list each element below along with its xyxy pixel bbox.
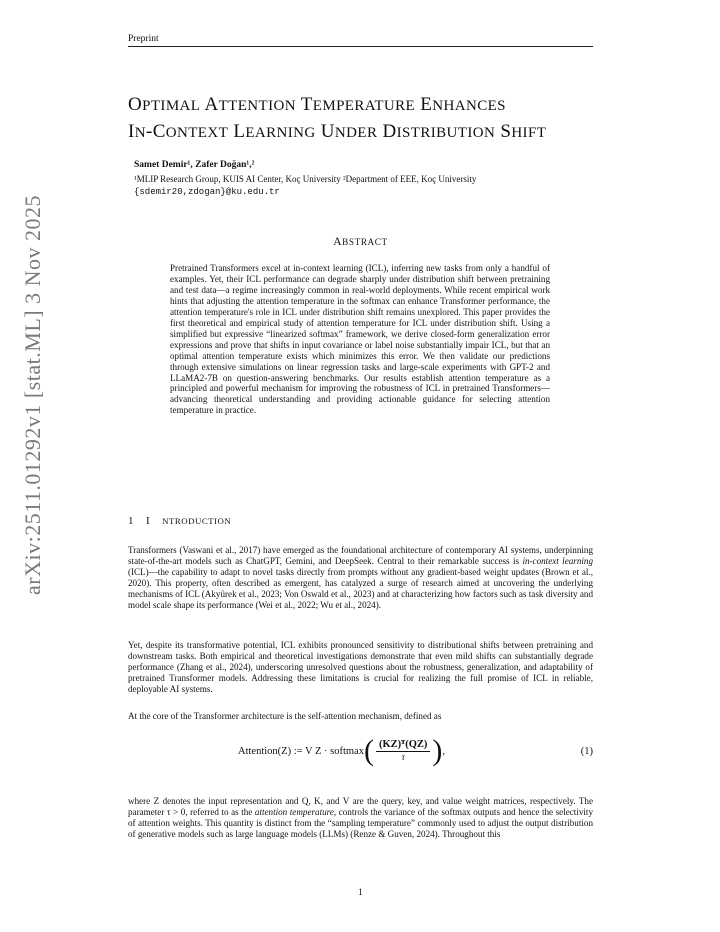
arxiv-identifier: arXiv:2511.01292v1 [stat.ML] 3 Nov 2025 — [20, 195, 45, 595]
author-email: {sdemir20,zdogan}@ku.edu.tr — [134, 187, 280, 197]
page-number: 1 — [358, 888, 363, 898]
paragraph-text: where Z denotes the input representation and Q, K, and V are the query, key, and value weight matrices, respectively. The parameter τ > 0, referred to as the — [128, 796, 593, 817]
emphasis-text: in-context learning — [522, 555, 593, 566]
left-paren: ( — [363, 734, 374, 767]
fraction-numerator: (KZ)ᵀ(QZ) — [376, 739, 430, 752]
paragraph-text: (ICL)—the capability to adapt to novel tasks directly from prompts without any gradient-based weight updates (Brown et al., 2020). This property, often described as emergent, has catalyzed a surge of research aimed at uncovering the underlying mechanisms of ICL (Akyürek et al., 2023; Von Oswald et al., 2023) and at characterizing how factors such as task diversity and model scale shape its performance (Wei et al., 2022; Wu et al., 2024). — [128, 566, 593, 610]
equation-lhs: Attention(Z) := V Z · softmax — [238, 745, 364, 757]
intro-paragraph-1 — [128, 545, 593, 610]
right-paren: ) — [432, 734, 443, 767]
equation-number: (1) — [580, 746, 593, 757]
title-line-2: IN-CONTEXT LEARNING UNDER DISTRIBUTION SHIFT — [128, 121, 547, 142]
equation-body — [238, 736, 445, 766]
title-line-1: OPTIMAL ATTENTION TEMPERATURE ENHANCES — [128, 94, 506, 115]
intro-paragraph-4 — [128, 796, 593, 840]
fraction-denominator: τ — [401, 753, 405, 763]
equation-fraction — [376, 739, 430, 763]
running-header: Preprint — [128, 34, 593, 47]
intro-paragraph-2: Yet, despite its transformative potential, ICL exhibits pronounced sensitivity to distributional shifts between pretraining and downstream tasks. Both empirical and theoretical investigations demonstrate that even mild shifts can substantially degrade performance (Zhang et al., 2024), underscoring unresolved questions about the robustness, generalization, and adaptability of pretrained Transformer models. Addressing these limitations is crucial for realizing the full promise of ICL in reliable, deployable AI systems. — [128, 640, 593, 694]
section-title: I NTRODUCTION — [146, 515, 232, 527]
emphasis-text: attention temperature — [254, 806, 334, 817]
section-number: 1 — [128, 515, 134, 527]
attention-equation — [128, 732, 593, 780]
intro-paragraph-3: At the core of the Transformer architecture is the self-attention mechanism, defined as — [128, 711, 442, 721]
paper-title — [128, 92, 598, 146]
abstract-heading: ABSTRACT — [333, 236, 388, 248]
abstract-text: Pretrained Transformers excel at in-context learning (ICL), inferring new tasks from only a handful of examples. Yet, their ICL performance can degrade sharply under distribution shift between pretraining and test data—a regime increasingly common in real-world deployments. While recent empirical work hints that adjusting the attention temperature in the softmax can enhance Transformer performance, the attention temperature's role in ICL under distribution shift remains unexplored. This paper provides the first theoretical and empirical study of attention temperature for ICL under distribution shift. Using a simplified but expressive “linearized softmax” framework, we derive closed-form generalization error expressions and prove that shifts in input covariance or label noise substantially impair ICL, but that an optimal attention temperature exists which minimizes this error. We then validate our predictions through extensive simulations on linear regression tasks and large-scale experiments with GPT-2 and LLaMA2-7B on question-answering benchmarks. Our results establish attention temperature as a principled and powerful mechanism for improving the robustness of ICL in pretrained Transformers—advancing theoretical understanding and providing actionable guidance for selecting attention temperature in practice. — [170, 263, 550, 416]
paragraph-text: , controls the variance of the softmax outputs and hence the selectivity of attention weights. This quantity is distinct from the “sampling temperature” commonly used to adjust the output distribution of generative models such as large language models (LLMs) (Renze & Guven, 2024). Throughout this — [128, 806, 594, 839]
author-names: Samet Demir¹, Zafer Doğan¹,² — [134, 160, 255, 170]
paragraph-text: Transformers (Vaswani et al., 2017) have emerged as the foundational architecture of contemporary AI systems, underpinning state-of-the-art models such as ChatGPT, Gemini, and DeepSeek. Central to their remarkable success is — [128, 545, 593, 566]
equation-trailing: , — [442, 745, 445, 757]
author-affiliations: ¹MLIP Research Group, KUIS AI Center, Koç University ²Department of EEE, Koç University — [134, 174, 477, 184]
section-heading — [128, 515, 255, 527]
